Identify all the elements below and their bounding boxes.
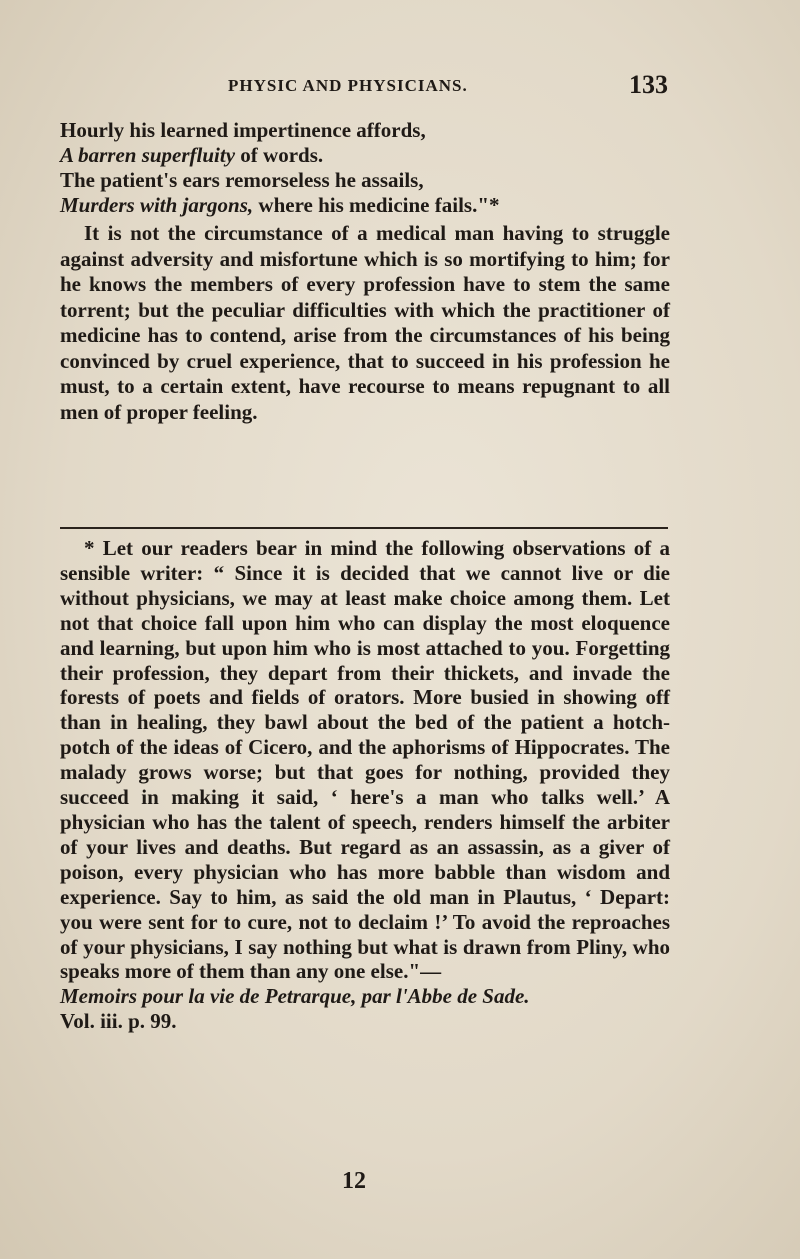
verse-line-4-italic: Murders with jargons, [60,193,254,217]
verse-line-3: The patient's ears remorseless he assails, [60,168,424,192]
footnote-text: * Let our readers bear in mind the following observations of a sensible writer: “ Since it is decided that we cannot live or die without physicians, we may at least make choice among them. Let not that choice fall upon him who can display the most eloquence and learning, but upon him who is most attached to you. Forgetting their profession, they depart from their thickets, and invade the forests of poets and fields of orators. More busied in showing off than in healing, they bawl about the bed of the patient a hotch-potch of the ideas of Cicero, and the aphorisms of Hippocrates. The malady grows worse; but that goes for nothing, provided they succeed in making it said, ‘ here's a man who talks well.’ A physician who has the talent of speech, renders himself the arbiter of your lives and deaths. But regard as an assassin, as a giver of poison, every physician who has more babble than wisdom and experience. Say to him, as said the old man in Plautus, ‘ Depart: you were sent for to cure, not to declaim !’ To avoid the reproaches of your physicians, I say nothing but what is drawn from Pliny, who speaks more of them than any one else."— [60,536,670,984]
verse-line-1: Hourly his learned impertinence affords, [60,118,426,142]
verse-line-4 [60,193,680,218]
footnote-divider [60,527,668,529]
signature-mark: 12 [342,1168,366,1194]
footnote-citation [60,984,670,1034]
verse-line-2-italic: A barren superfluity [60,143,236,167]
running-head: PHYSIC AND PHYSICIANS. [228,76,468,95]
body-paragraph: It is not the circumstance of a medical man having to struggle against adversity and misfortune which is so mortifying to him; for he knows the members of every profession have to stem the same torrent; but the peculiar difficulties with which the practitioner of medicine has to contend, arise from the circumstances of his being convinced by cruel experience, that to succeed in his profession he must, to a certain extent, have recourse to means repugnant to all men of proper feeling. [60,221,670,424]
footnote-citation-volume: Vol. iii. p. 99. [60,1009,177,1034]
page-number: 133 [629,70,668,99]
verse-line-2-rest: of words. [235,143,324,167]
verse-line-2 [60,143,680,168]
footnote [60,536,670,1034]
footnote-citation-title: Memoirs pour la vie de Petrarque, par l'Abbe de Sade. [60,984,530,1009]
verse-line-4-rest: where his medicine fails."* [253,193,500,217]
verse-quotation [60,118,680,218]
page-header [228,70,668,110]
